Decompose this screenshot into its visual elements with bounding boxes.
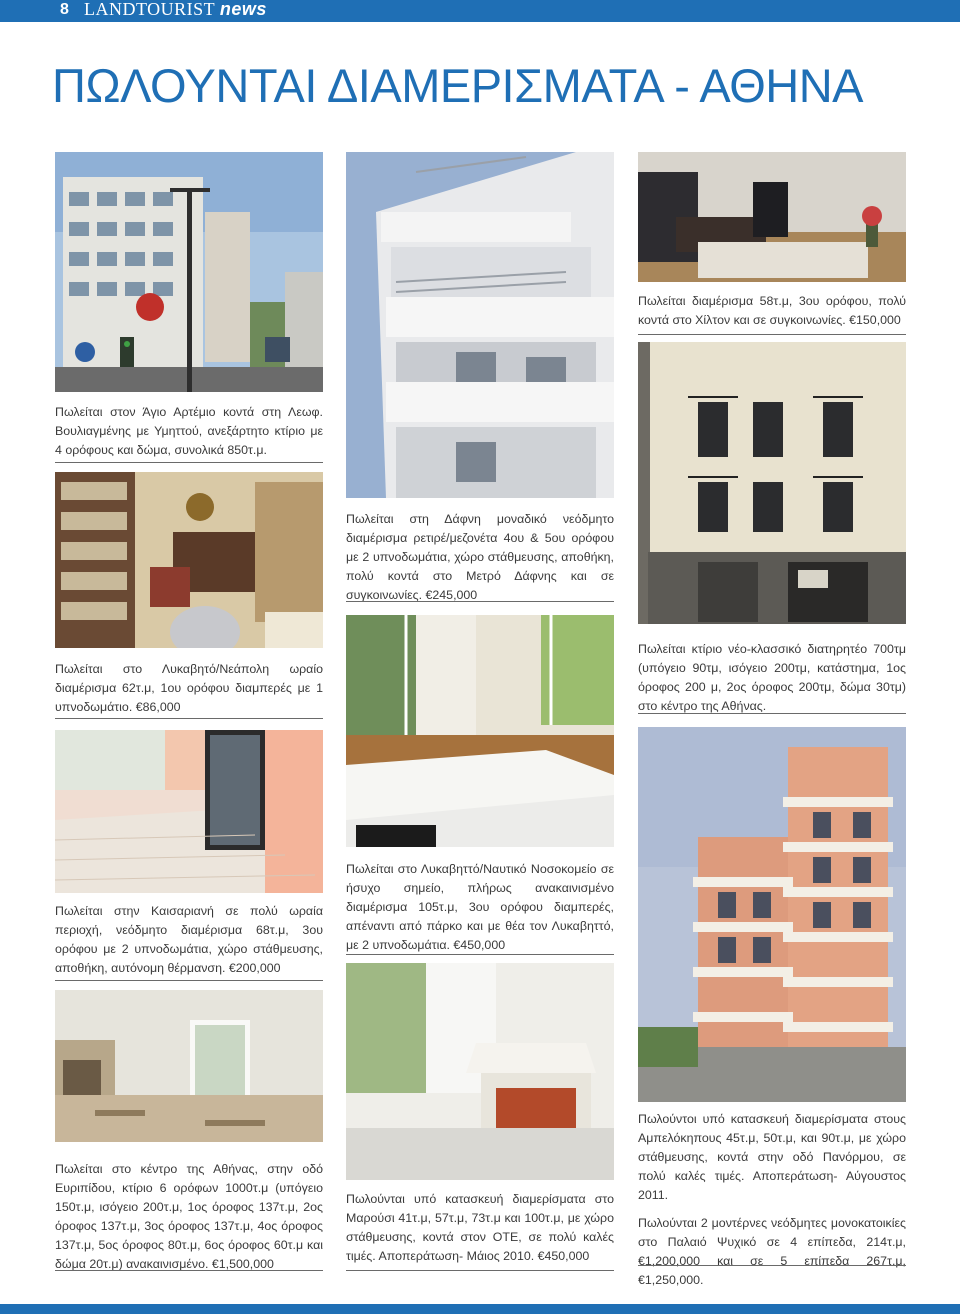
photo-marousi-fireplace — [346, 963, 614, 1180]
caption-psychiko: Πωλούνται 2 μοντέρνες νεόδμητες μονοκατοικίες στο Παλαιό Ψυχικό σε 4 επίπεδα, 214τ.μ, €1,200,000 και σε 5 επίπεδα 267τ.μ, €1,250,000. — [638, 1216, 906, 1287]
rule-dafni — [346, 601, 614, 602]
brand-news: news — [219, 0, 267, 19]
photo-hilton-room — [638, 152, 906, 282]
rule-marousi — [346, 1270, 614, 1271]
caption-kaisariani: Πωλείται στην Καισαριανή σε πολύ ωραία περιοχή, νεόδμητο διαμέρισμα 68τ.μ, 3ου ορόφου με 2 υπνοδωμάτια, χώρο στάθμευσης, αποθήκη, αυτόνομη θέρμανση. €200,000 — [55, 904, 323, 975]
caption-neapoli: Πωλείται στο Λυκαβητό/Νεάπολη ωραίο διαμέρισμα 62τ.μ, 1ου ορόφου διαμπερές με 1 υπνοδωμάτιο. €86,000 — [55, 662, 323, 714]
caption-ampelokipoi: Πωλούντοι υπό κατασκευή διαμερίσματα στους Αμπελόκηπους 45τ.μ, 50τ.μ, και 90τ.μ, με χώρο στάθμευσης, κοντά στην οδό Πανόρμου, σε πολύ καλές τιμές. Αποπεράτωση- Αύγουστος 2011. — [638, 1112, 906, 1202]
rule-neoclassical — [638, 713, 906, 714]
photo-naftiko-kitchen — [346, 615, 614, 847]
caption-naftiko: Πωλείται στο Λυκαβηττό/Ναυτικό Νοσοκομείο σε ήσυχο σημείο, πλήρως ανακαινισμένο διαμέρισμα 105τ.μ, 3ου ορόφου διαμπερές, απέναντι από πάρκο και με θέα τον Λυκαβηττό, με 2 υπνοδωμάτια. €450,000 — [346, 862, 614, 952]
page-title: ΠΩΛΟΥΝΤΑΙ ΔΙΑΜΕΡΙΣΜΑΤΑ - ΑΘΗΝΑ — [52, 59, 863, 112]
photo-ampelokipoi-rendering — [638, 727, 906, 1102]
caption-agios-artemios: Πωλείται στον Άγιο Αρτέμιο κοντά στη Λεωφ. Βουλιαγμένης με Υμηττού, ανεξάρτητο κτίριο με 4 ορόφους και δώμα, συνολικά 850τ.μ. — [55, 405, 323, 457]
photo-kaisariani-balcony — [55, 730, 323, 893]
rule-naftiko — [346, 954, 614, 955]
caption-evripidou: Πωλείται στο κέντρο της Αθήνας, στην οδό Ευριπίδου, κτίριο 6 ορόφων 1000τ.μ (υπόγειο 150τ.μ, ισόγειο 200τ.μ, 1ος όροφος 137τ.μ, 2ος όροφος 137τ.μ, 3ος όροφος 137τ.μ, 4ος όροφος 137τ.μ, 5ος όροφος 80τ.μ, 6ος όροφος 60τ.μ και δώμα 20τ.μ) ανακαινισμένο. €1,500,000 — [55, 1162, 323, 1271]
brand-logo — [84, 0, 267, 20]
photo-dafni-building — [346, 152, 614, 498]
rule-agios-artemios — [55, 462, 323, 463]
caption-dafni: Πωλείται στη Δάφνη μοναδικό νεόδμητο διαμέρισμα ρετιρέ/μεζονέτα 4ου & 5ου ορόφου με 2 υπνοδωμάτια, χώρο στάθμευσης, αποθήκη, πολύ κοντά στο Μετρό Δάφνης και σε συγκοινωνίες. €245,000 — [346, 512, 614, 602]
footer-bar — [0, 1304, 960, 1314]
photo-agios-artemios-building — [55, 152, 323, 392]
page-number: 8 — [60, 1, 69, 18]
rule-neapoli — [55, 718, 323, 719]
rule-evripidou — [55, 1270, 323, 1271]
caption-ampelokipoi-psychiko — [638, 1110, 906, 1290]
photo-evripidou-interior — [55, 990, 323, 1142]
photo-neapoli-room — [55, 472, 323, 648]
caption-marousi: Πωλούνται υπό κατασκευή διαμερίσματα στο Μαρούσι 41τ.μ, 57τ.μ, 73τ.μ και 100τ.μ, με χώρο στάθμευσης, κοντά στον ΟΤΕ, σε πολύ καλές τιμές. Αποπεράτωση- Μάιος 2010. €450,000 — [346, 1192, 614, 1263]
caption-hilton: Πωλείται διαμέρισμα 58τ.μ, 3ου ορόφου, πολύ κοντά στο Χίλτον και σε συγκοινωνίες. €150,000 — [638, 294, 906, 327]
rule-kaisariani — [55, 980, 323, 981]
rule-ampelokipoi-psychiko — [638, 1265, 906, 1266]
brand-main: LANDTOURIST — [84, 0, 215, 19]
caption-neoclassical: Πωλείται κτίριο νέο-κλασσικό διατηρητέο 700τμ (υπόγειο 90τμ, ισόγειο 200τμ, κατάστημα, 1ος όροφος 200 μ, 2ος όροφος 200τμ, δώμα 30τμ) στο κέντρο της Αθήνας. — [638, 642, 906, 713]
rule-hilton — [638, 334, 906, 335]
photo-neoclassical-building — [638, 342, 906, 624]
